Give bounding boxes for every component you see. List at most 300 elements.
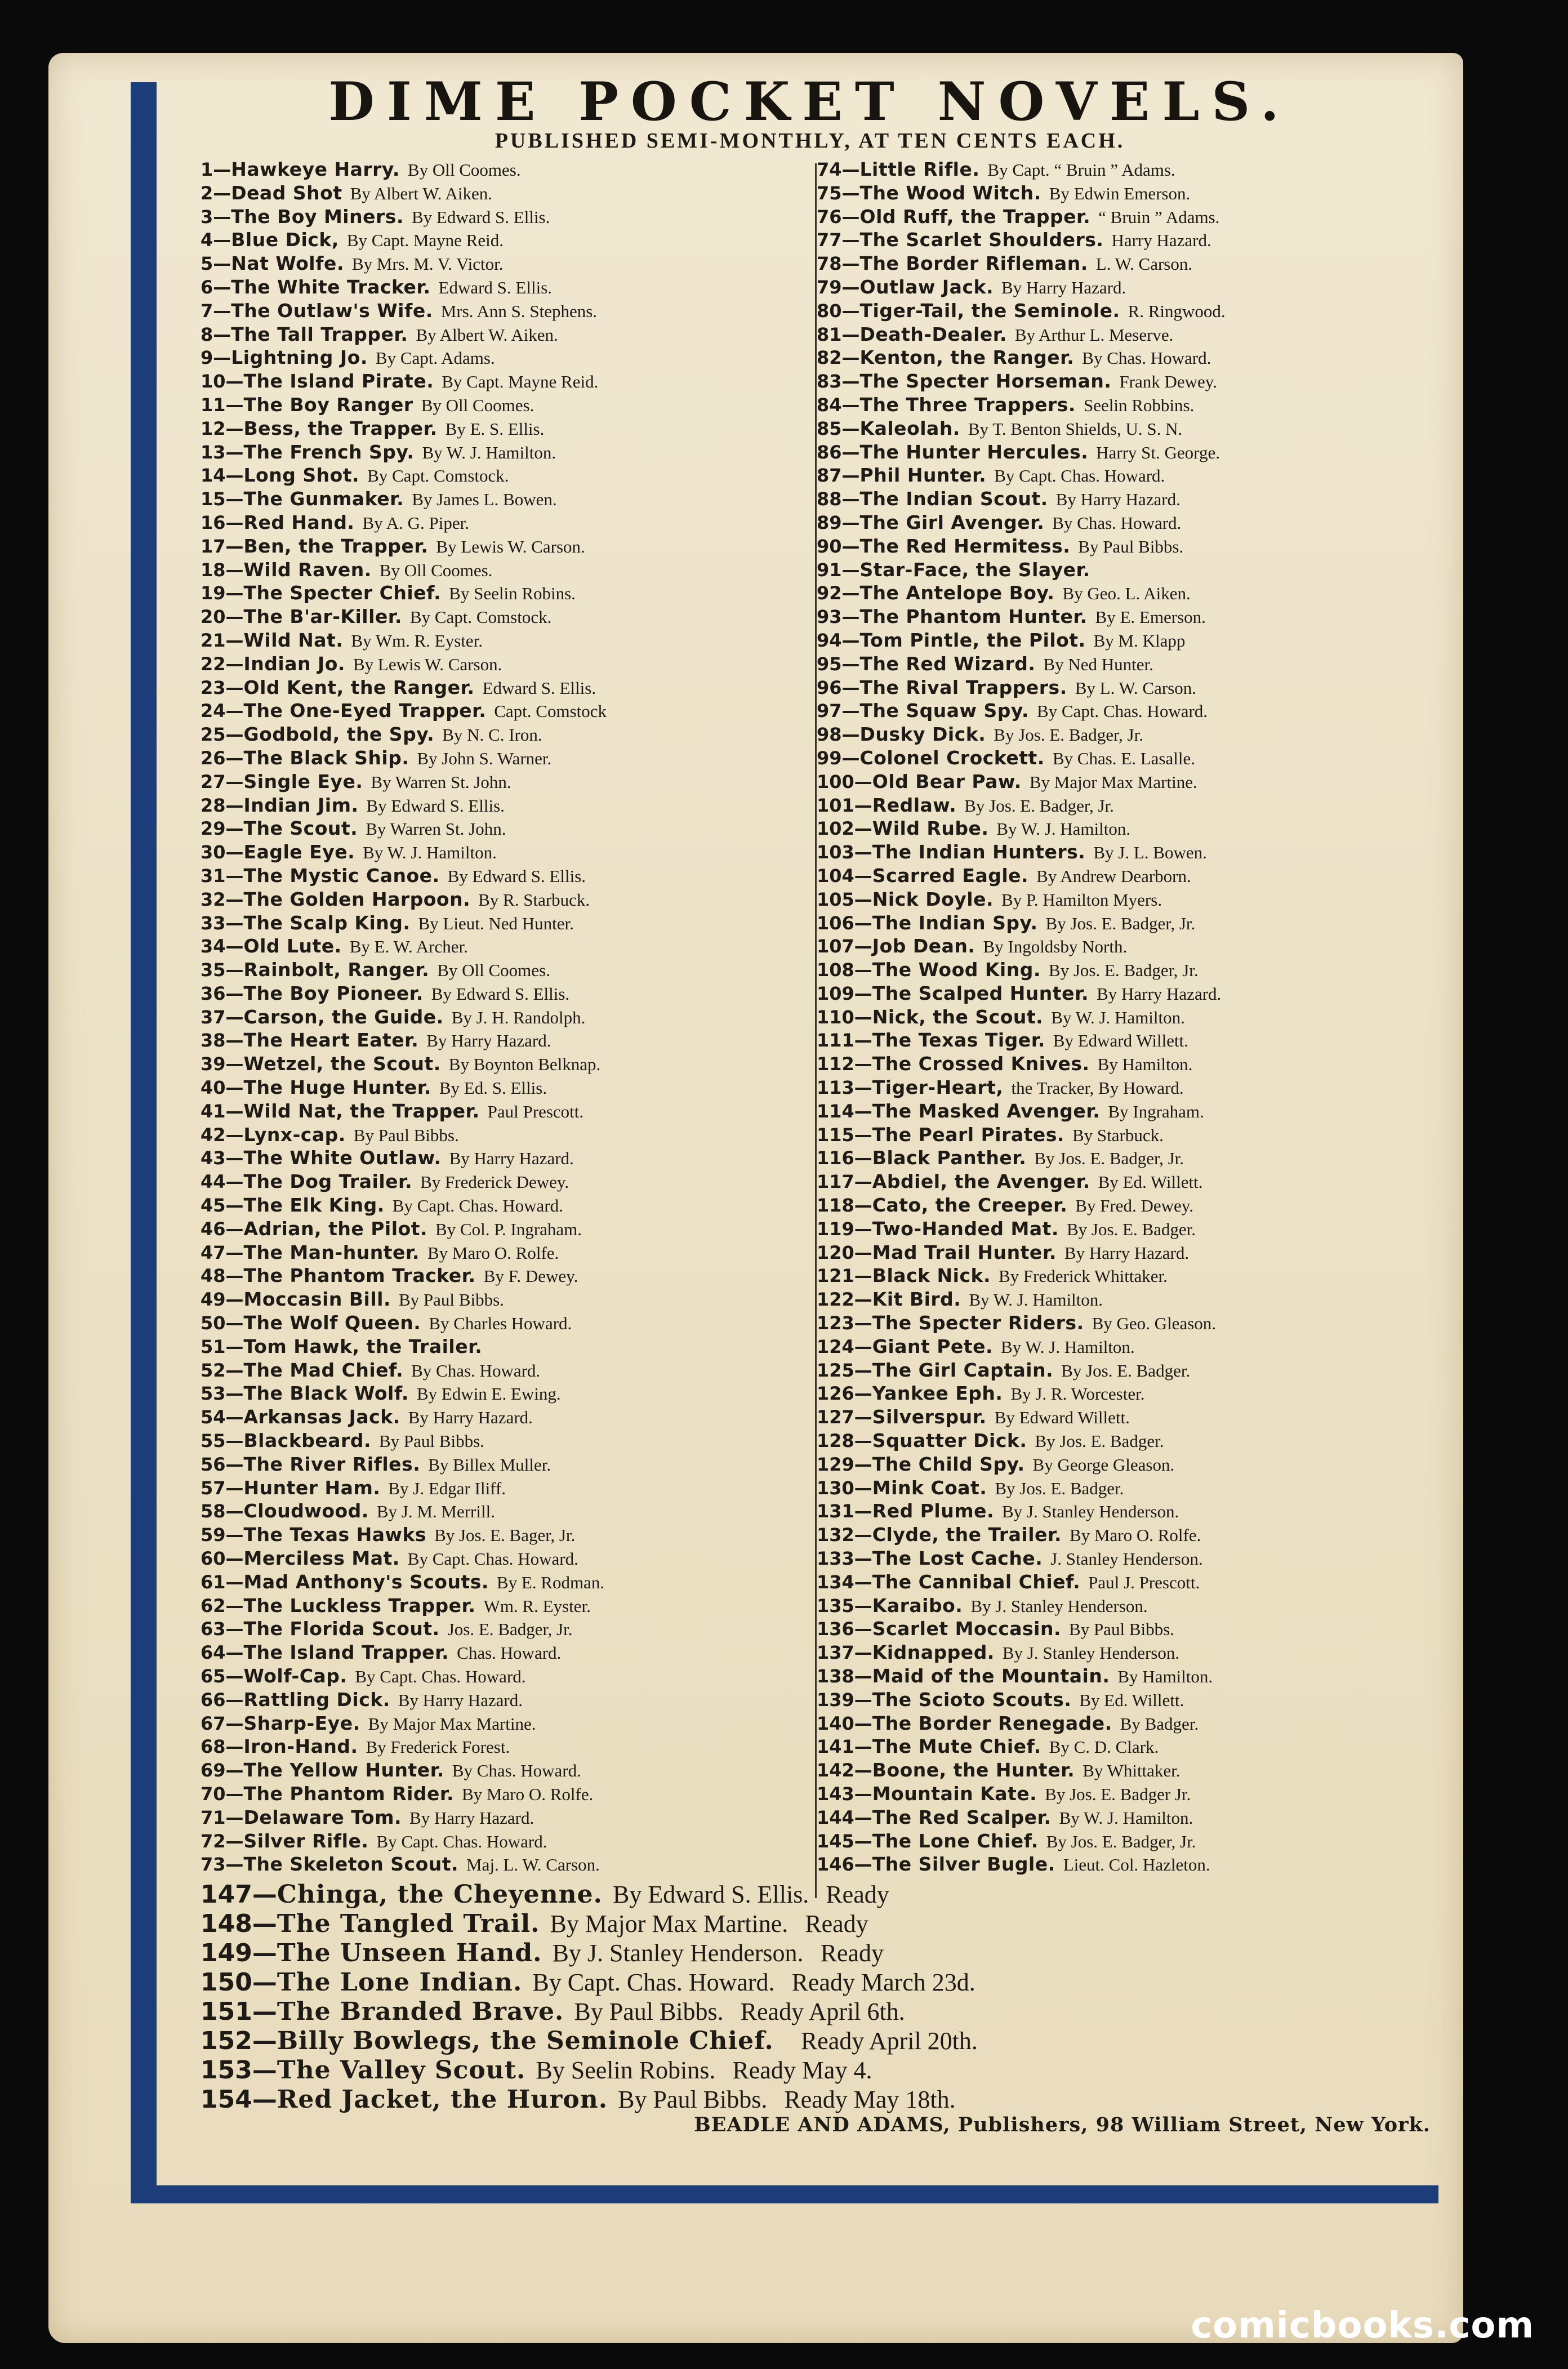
- number-dash: —: [225, 1736, 244, 1758]
- list-item: [201, 2056, 1411, 2085]
- novel-author: By Andrew Dearborn.: [1036, 866, 1191, 886]
- number-dash: —: [854, 912, 872, 934]
- novel-author: By Paul Bibbs.: [353, 1125, 459, 1145]
- novel-number: 75: [817, 182, 842, 204]
- list-item: [817, 1311, 1442, 1335]
- number-dash: —: [225, 1548, 244, 1570]
- novel-title: The Texas Tiger.: [872, 1029, 1045, 1052]
- number-dash: —: [854, 865, 872, 887]
- novel-author: Capt. Comstock: [494, 701, 607, 722]
- novel-author: By W. J. Hamilton.: [1051, 1007, 1185, 1027]
- number-dash: —: [225, 724, 244, 746]
- number-dash: —: [841, 535, 860, 557]
- novel-title: Lynx-cap.: [243, 1123, 346, 1146]
- novel-title: The Mad Chief.: [243, 1359, 404, 1381]
- novel-title: The Mystic Canoe.: [243, 864, 440, 887]
- number-dash: —: [225, 629, 244, 651]
- novel-number: 43: [201, 1147, 226, 1169]
- novel-author: By Oll Coomes.: [421, 395, 534, 415]
- novel-title: Rattling Dick.: [243, 1688, 390, 1711]
- novel-title: The Island Pirate.: [243, 370, 434, 393]
- novel-author: By Charles Howard.: [429, 1313, 572, 1334]
- novel-author: By Capt. Chas. Howard.: [376, 1831, 547, 1851]
- novel-author: By Jos. E. Badger Jr.: [1045, 1784, 1191, 1804]
- novel-author: By Paul Bibbs.: [618, 2086, 768, 2113]
- list-item: [817, 393, 1442, 417]
- novel-number: 119: [817, 1218, 854, 1240]
- number-dash: —: [225, 1077, 244, 1099]
- novel-number: 146: [817, 1854, 854, 1876]
- novel-number: 58: [201, 1500, 226, 1522]
- novel-number: 60: [201, 1548, 226, 1570]
- novel-author: By Jos. E. Badger, Jr.: [964, 795, 1114, 816]
- number-dash: —: [213, 159, 231, 180]
- novel-title: Red Hand.: [243, 511, 355, 533]
- list-item: [817, 558, 1442, 582]
- number-dash: —: [225, 1124, 244, 1146]
- novel-title: Hunter Ham.: [243, 1476, 381, 1499]
- novel-author: “ Bruin ” Adams.: [1098, 207, 1220, 227]
- novel-author: Edward S. Ellis.: [482, 678, 596, 698]
- novel-title: The Indian Spy.: [872, 911, 1038, 934]
- novel-title: Tom Hawk, the Trailer.: [243, 1335, 483, 1357]
- number-dash: —: [225, 1241, 244, 1263]
- novel-number: 82: [817, 347, 842, 369]
- novel-title: The Black Ship.: [243, 746, 409, 769]
- number-dash: —: [841, 559, 860, 581]
- list-item: [201, 1170, 826, 1194]
- novel-title: The Island Trapper.: [243, 1641, 449, 1664]
- novel-title: Tiger-Tail, the Seminole.: [859, 299, 1120, 322]
- novel-author: By Edwin E. Ewing.: [416, 1384, 561, 1404]
- list-item: [201, 181, 826, 205]
- novel-number: 55: [201, 1430, 226, 1452]
- number-dash: —: [213, 323, 231, 345]
- list-item: [817, 934, 1442, 958]
- list-item: [201, 1123, 826, 1147]
- novel-number: 149: [201, 1939, 252, 1967]
- number-dash: —: [225, 1666, 244, 1687]
- novel-number: 109: [817, 982, 854, 1004]
- number-dash: —: [841, 182, 860, 204]
- number-dash: —: [854, 1124, 872, 1146]
- novel-number: 153: [201, 2056, 252, 2085]
- page-title: DIME POCKET NOVELS.: [328, 71, 1291, 133]
- novel-number: 96: [817, 676, 842, 698]
- number-dash: —: [213, 300, 231, 322]
- list-item: [201, 1806, 826, 1829]
- novel-title: Delaware Tom.: [243, 1806, 402, 1828]
- novel-author: Harry Hazard.: [1111, 230, 1211, 251]
- novel-author: By E. Emerson.: [1095, 607, 1206, 627]
- list-item: [201, 1311, 826, 1335]
- list-item: [817, 817, 1442, 840]
- list-item: [817, 770, 1442, 794]
- number-dash: —: [841, 511, 860, 533]
- number-dash: —: [225, 606, 244, 628]
- list-item: [817, 417, 1442, 440]
- novel-title: The Dog Trailer.: [243, 1170, 413, 1193]
- novel-title: Single Eye.: [243, 770, 363, 792]
- list-item: [201, 299, 826, 323]
- novel-title: The Pearl Pirates.: [872, 1123, 1064, 1146]
- number-dash: —: [854, 1689, 872, 1711]
- novel-title: Bess, the Trapper.: [243, 417, 438, 439]
- novel-title: Nick Doyle.: [872, 888, 994, 910]
- novel-author: By Capt. Comstock.: [367, 466, 509, 486]
- novel-title: Tom Pintle, the Pilot.: [859, 629, 1086, 651]
- novel-number: 128: [817, 1430, 854, 1452]
- novel-author: By Edward S. Ellis.: [447, 866, 586, 886]
- number-dash: —: [225, 912, 244, 934]
- novel-number: 26: [201, 747, 226, 769]
- number-dash: —: [252, 2085, 277, 2114]
- novel-author: Harry St. George.: [1096, 442, 1220, 462]
- number-dash: —: [252, 2027, 277, 2055]
- novel-author: By C. D. Clark.: [1049, 1737, 1159, 1757]
- novel-number: 39: [201, 1053, 226, 1075]
- novel-number: 15: [201, 488, 226, 510]
- publisher-line: BEADLE AND ADAMS, Publishers, 98 William Street, New York.: [694, 2113, 1431, 2136]
- novel-author: By Paul Bibbs.: [574, 1998, 724, 2025]
- novel-title: The White Tracker.: [231, 275, 431, 298]
- number-dash: —: [841, 229, 860, 251]
- novel-title: The Scout.: [243, 817, 358, 840]
- number-dash: —: [225, 1289, 244, 1311]
- novel-number: 152: [201, 2027, 252, 2055]
- novel-number: 45: [201, 1195, 226, 1217]
- novel-title: The Huge Hunter.: [243, 1076, 431, 1099]
- novel-number: 88: [817, 488, 842, 510]
- number-dash: —: [854, 1312, 872, 1334]
- list-item: [817, 1570, 1442, 1594]
- number-dash: —: [225, 1712, 244, 1734]
- number-dash: —: [225, 888, 244, 910]
- list-item: [817, 252, 1442, 275]
- novel-author: By Ingoldsby North.: [983, 937, 1128, 957]
- number-dash: —: [225, 1171, 244, 1193]
- release-status: Ready: [820, 1939, 884, 1967]
- novel-title: Black Panther.: [872, 1147, 1027, 1169]
- right-column-list: [817, 158, 1442, 1876]
- list-item: [201, 1217, 826, 1241]
- number-dash: —: [854, 1524, 872, 1546]
- novel-title: Black Nick.: [872, 1264, 991, 1287]
- left-column-list: [201, 158, 826, 1876]
- novel-author: By Warren St. John.: [371, 772, 511, 792]
- list-item: [817, 1405, 1442, 1429]
- novel-number: 5: [201, 253, 213, 275]
- novel-title: Old Ruff, the Trapper.: [859, 205, 1091, 228]
- novel-number: 57: [201, 1477, 226, 1499]
- novel-number: 93: [817, 606, 842, 628]
- novel-author: J. Stanley Henderson.: [1050, 1549, 1203, 1569]
- novel-title: The Cannibal Chief.: [872, 1570, 1081, 1593]
- novel-number: 14: [201, 465, 226, 487]
- number-dash: —: [225, 865, 244, 887]
- novel-author: By J. L. Bowen.: [1093, 843, 1207, 863]
- list-item: [201, 1359, 826, 1382]
- novel-number: 79: [817, 276, 842, 298]
- novel-title: Kaleolah.: [859, 417, 960, 439]
- number-dash: —: [854, 1030, 872, 1052]
- novel-number: 11: [201, 394, 226, 416]
- novel-title: Chinga, the Cheyenne.: [277, 1880, 603, 1909]
- list-item: [817, 158, 1442, 181]
- list-item: [201, 1594, 826, 1618]
- novel-author: By Capt. Mayne Reid.: [442, 372, 599, 392]
- novel-title: Long Shot.: [243, 464, 360, 487]
- list-item: [201, 1829, 826, 1853]
- novel-author: By Paul Bibbs.: [1069, 1619, 1174, 1640]
- list-item: [817, 440, 1442, 464]
- novel-title: The Squaw Spy.: [859, 700, 1029, 722]
- novel-author: By W. J. Hamilton.: [1059, 1807, 1193, 1828]
- novel-author: By Major Max Martine.: [550, 1910, 789, 1938]
- novel-author: By Frederick Whittaker.: [999, 1266, 1168, 1286]
- list-item: [817, 1217, 1442, 1241]
- number-dash: —: [225, 1359, 244, 1381]
- number-dash: —: [854, 982, 872, 1004]
- number-dash: —: [854, 1147, 872, 1169]
- list-item: [201, 1335, 826, 1359]
- novel-title: Two-Handed Mat.: [872, 1217, 1059, 1240]
- number-dash: —: [225, 1689, 244, 1711]
- novel-author: By A. G. Piper.: [362, 513, 469, 533]
- novel-title: Boone, the Hunter.: [872, 1759, 1075, 1782]
- novel-number: 132: [817, 1524, 854, 1546]
- novel-number: 10: [201, 371, 226, 393]
- number-dash: —: [841, 371, 860, 393]
- list-item: [201, 558, 826, 582]
- list-item: [201, 794, 826, 817]
- novel-author: By Jos. E. Badger, Jr.: [1034, 1148, 1184, 1169]
- list-item: [201, 958, 826, 982]
- novel-number: 89: [817, 511, 842, 533]
- novel-author: By E. S. Ellis.: [445, 418, 545, 439]
- novel-title: The Skeleton Scout.: [243, 1853, 459, 1876]
- list-item: [201, 1712, 826, 1735]
- number-dash: —: [225, 1500, 244, 1522]
- number-dash: —: [854, 1289, 872, 1311]
- novel-author: By Jos. E. Badger, Jr.: [1045, 913, 1196, 933]
- novel-author: Jos. E. Badger, Jr.: [447, 1619, 573, 1640]
- novel-author: R. Ringwood.: [1128, 301, 1226, 321]
- novel-title: Blue Dick,: [231, 229, 339, 251]
- number-dash: —: [225, 1312, 244, 1334]
- novel-number: 23: [201, 676, 226, 698]
- novel-author: By Lewis W. Carson.: [436, 536, 585, 556]
- novel-author: By Edward S. Ellis.: [431, 983, 570, 1004]
- list-item: [817, 1782, 1442, 1806]
- novel-author: By Major Max Martine.: [368, 1713, 536, 1734]
- number-dash: —: [854, 1666, 872, 1687]
- novel-author: By J. Edgar Iliff.: [388, 1478, 506, 1498]
- novel-number: 27: [201, 771, 226, 792]
- list-item: [817, 275, 1442, 299]
- novel-title: The Scarlet Shoulders.: [859, 229, 1104, 251]
- novel-number: 19: [201, 582, 226, 604]
- novel-title: The Lone Chief.: [872, 1829, 1039, 1852]
- novel-title: Karaibo.: [872, 1594, 963, 1617]
- novel-author: By P. Hamilton Myers.: [1001, 889, 1162, 910]
- number-dash: —: [854, 1006, 872, 1028]
- novel-title: The Rival Trappers.: [859, 676, 1067, 698]
- novel-title: The Boy Ranger: [243, 393, 413, 416]
- list-item: [201, 1099, 826, 1123]
- novel-number: 49: [201, 1289, 226, 1311]
- number-dash: —: [225, 1477, 244, 1499]
- novel-title: Kenton, the Ranger.: [859, 346, 1075, 369]
- list-item: [817, 1499, 1442, 1523]
- novel-number: 122: [817, 1289, 854, 1311]
- novel-author: By L. W. Carson.: [1075, 678, 1197, 698]
- list-item: [201, 1664, 826, 1688]
- novel-number: 121: [817, 1265, 854, 1287]
- novel-number: 38: [201, 1030, 226, 1052]
- number-dash: —: [854, 1359, 872, 1381]
- number-dash: —: [213, 347, 231, 369]
- novel-title: The Mute Chief.: [872, 1735, 1041, 1758]
- list-item: [201, 1499, 826, 1523]
- list-item: [201, 393, 826, 417]
- novel-title: Arkansas Jack.: [243, 1406, 400, 1428]
- novel-title: Redlaw.: [872, 794, 957, 816]
- novel-number: 69: [201, 1760, 226, 1782]
- number-dash: —: [841, 629, 860, 651]
- novel-author: By Ed. S. Ellis.: [439, 1078, 547, 1098]
- list-item: [201, 1968, 1411, 1997]
- number-dash: —: [854, 1218, 872, 1240]
- novel-title: Red Plume.: [872, 1500, 994, 1522]
- novel-title: Mountain Kate.: [872, 1782, 1037, 1805]
- novel-author: Lieut. Col. Hazleton.: [1063, 1855, 1210, 1875]
- novel-author: By Edward Willett.: [994, 1408, 1130, 1428]
- novel-number: 52: [201, 1359, 226, 1381]
- list-item: [201, 275, 826, 299]
- number-dash: —: [213, 253, 231, 275]
- number-dash: —: [225, 1524, 244, 1546]
- number-dash: —: [841, 206, 860, 228]
- list-item: [201, 1076, 826, 1099]
- number-dash: —: [225, 1406, 244, 1428]
- novel-author: By Boynton Belknap.: [448, 1054, 601, 1075]
- novel-number: 12: [201, 417, 226, 439]
- novel-number: 6: [201, 276, 213, 298]
- novel-title: Wild Nat, the Trapper.: [243, 1099, 480, 1122]
- number-dash: —: [841, 606, 860, 628]
- novel-title: The B'ar-Killer.: [243, 605, 402, 628]
- novel-author: By Albert W. Aiken.: [416, 324, 558, 345]
- novel-author: By Harry Hazard.: [398, 1690, 523, 1710]
- novel-title: The Child Spy.: [872, 1453, 1025, 1475]
- list-item: [817, 723, 1442, 746]
- list-item: [817, 1664, 1442, 1688]
- number-dash: —: [841, 441, 860, 463]
- number-dash: —: [225, 841, 244, 863]
- novel-number: 78: [817, 253, 842, 275]
- novel-number: 92: [817, 582, 842, 604]
- list-item: [817, 1453, 1442, 1476]
- number-dash: —: [252, 1997, 277, 2026]
- list-item: [817, 1076, 1442, 1099]
- novel-number: 108: [817, 959, 854, 981]
- release-status: Ready March 23d.: [791, 1969, 975, 1996]
- list-item: [201, 605, 826, 629]
- novel-title: The Man-hunter.: [243, 1241, 420, 1263]
- list-item: [817, 699, 1442, 723]
- novel-number: 115: [817, 1124, 854, 1146]
- novel-title: Wetzel, the Scout.: [243, 1053, 441, 1075]
- novel-number: 3: [201, 206, 213, 228]
- list-item: [817, 652, 1442, 676]
- number-dash: —: [225, 441, 244, 463]
- novel-author: Wm. R. Eyster.: [483, 1596, 591, 1616]
- number-dash: —: [841, 676, 860, 698]
- list-item: [817, 323, 1442, 346]
- novel-title: The Three Trappers.: [859, 393, 1076, 416]
- list-item: [817, 982, 1442, 1005]
- novel-number: 32: [201, 888, 226, 910]
- number-dash: —: [252, 1880, 277, 1909]
- novel-title: Kidnapped.: [872, 1641, 995, 1664]
- novel-number: 28: [201, 794, 226, 816]
- novel-title: The Indian Scout.: [859, 488, 1048, 510]
- list-item: [201, 1853, 826, 1876]
- number-dash: —: [225, 1006, 244, 1028]
- list-item: [817, 511, 1442, 535]
- novel-number: 135: [817, 1595, 854, 1617]
- number-dash: —: [225, 535, 244, 557]
- novel-author: By Maro O. Rolfe.: [462, 1784, 594, 1804]
- list-item: [201, 2027, 1411, 2056]
- novel-author: By J. H. Randolph.: [451, 1007, 586, 1027]
- novel-author: Frank Dewey.: [1119, 372, 1218, 392]
- novel-number: 44: [201, 1171, 226, 1193]
- novel-title: Dead Shot: [231, 181, 342, 204]
- list-item: [201, 323, 826, 346]
- novel-author: By Capt. Chas. Howard.: [392, 1196, 563, 1216]
- novel-title: Cato, the Creeper.: [872, 1194, 1068, 1217]
- list-item: [201, 346, 826, 369]
- novel-number: 100: [817, 771, 854, 792]
- list-item: [201, 1617, 826, 1641]
- list-item: [201, 888, 826, 911]
- novel-author: By Jos. E. Badger.: [1061, 1360, 1191, 1381]
- novel-number: 150: [201, 1968, 252, 1997]
- novel-title: Old Kent, the Ranger.: [243, 676, 475, 698]
- novel-title: The Valley Scout.: [277, 2056, 526, 2085]
- novel-title: Eagle Eye.: [243, 841, 355, 863]
- novel-title: Nat Wolfe.: [231, 252, 344, 275]
- novel-number: 147: [201, 1880, 252, 1909]
- novel-number: 63: [201, 1618, 226, 1640]
- novel-author: By Jos. E. Badger.: [1035, 1431, 1164, 1451]
- novel-author: Seelin Robbins.: [1083, 395, 1195, 415]
- list-item: [817, 1288, 1442, 1311]
- novel-author: By Col. P. Ingraham.: [435, 1219, 582, 1239]
- number-dash: —: [854, 1383, 872, 1405]
- novel-author: By Harry Hazard.: [1055, 489, 1181, 510]
- list-item: [817, 1853, 1442, 1876]
- list-item: [817, 535, 1442, 558]
- list-item: [817, 1005, 1442, 1029]
- page-subtitle: PUBLISHED SEMI-MONTHLY, AT TEN CENTS EACH.: [495, 129, 1125, 153]
- novel-title: Phil Hunter.: [859, 464, 987, 487]
- novel-author: By Edward S. Ellis.: [411, 207, 550, 227]
- number-dash: —: [225, 1383, 244, 1405]
- novel-author: By Ingraham.: [1108, 1101, 1204, 1121]
